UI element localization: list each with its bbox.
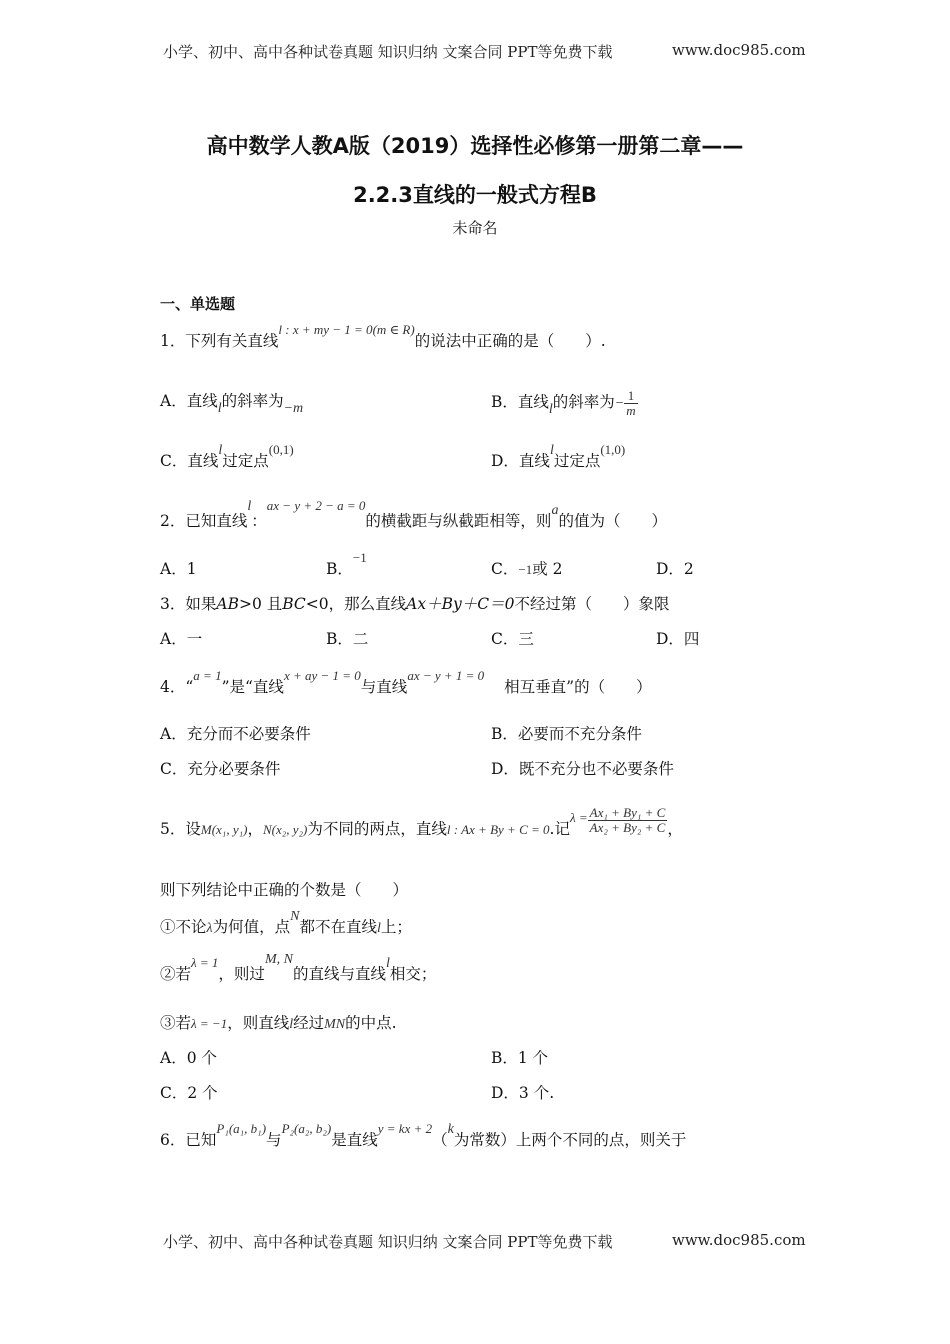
q2-option-a: A．1 (160, 560, 197, 578)
q1-b-fraction: $\frac{1}{m}$ (626, 388, 636, 418)
q1-option-b: B．直线l的斜率为− $\frac{1}{m}$ (491, 388, 636, 418)
header-website: www.doc985.com (672, 41, 806, 59)
question-3: 3．如果AB>0 且BC<0，那么直线Ax＋By＋C＝0不经过第（ ）象限 (160, 595, 670, 613)
q2-option-c: C．−1或 2 (491, 560, 563, 578)
q2-option-b: B．$^{-1}$ (326, 550, 367, 578)
q5-stem: 则下列结论中正确的个数是（ ） (160, 881, 409, 899)
q4-option-b: B．必要而不充分条件 (491, 725, 642, 743)
question-5: 5．设M(x₁, y₁)，N(x₂, y₂)为不同的两点，直线l : Ax + By + C = 0.记$^{\lambda =}$ $\frac{\text{Ax₁ + By₁ + C}}{\text{Ax₂ + By₂ + C}}$ ， (160, 805, 683, 839)
q4-option-d: D．既不充分也不必要条件 (491, 760, 674, 778)
q1-option-c: C．直线l过定点$^{(0,1)}$ (160, 442, 294, 470)
q5-option-d: D．3 个. (491, 1084, 555, 1102)
header-banner-text: 小学、初中、高中各种试卷真题 知识归纳 文案合同 PPT等免费下载 (163, 43, 613, 61)
q5-option-a: A．0 个 (160, 1049, 217, 1067)
q5-option-c: C．2 个 (160, 1084, 218, 1102)
title-line-1: 高中数学人教A版（2019）选择性必修第一册第二章—— (206, 134, 744, 158)
question-6: 6．已知$^{P_1(a_1, b_1)}$与$^{P_2(a_2, b_2)}$是直线$^{y = kx + 2}$（k为常数）上两个不同的点，则关于 (160, 1121, 687, 1149)
q1-option-d: D．直线l过定点$^{(1,0)}$ (491, 442, 626, 470)
q5-option-b: B．1 个 (491, 1049, 549, 1067)
q3-option-c: C．三 (491, 630, 534, 648)
q3-option-a: A．一 (160, 630, 203, 648)
q1-line-expr: l : x + my − 1 = 0 (278, 322, 373, 337)
q4-option-c: C．充分必要条件 (160, 760, 281, 778)
q5-lambda-fraction: $\frac{\text{Ax₁ + By₁ + C}}{\text{Ax₂ + By₂ + C}}$ (589, 805, 666, 835)
section-heading: 一、单选题 (160, 295, 236, 313)
q1-option-a: A．直线l的斜率为−m (160, 392, 304, 416)
q5-statement-1: ①不论λ为何值，点N都不在直线l上； (160, 909, 412, 936)
footer-website: www.doc985.com (672, 1231, 806, 1249)
footer-banner-text: 小学、初中、高中各种试卷真题 知识归纳 文案合同 PPT等免费下载 (163, 1233, 613, 1251)
question-2: 2．已知直线l：$^{ax - y + 2 - a = 0}$的横截距与纵截距相等，则a的值为（ ） (160, 498, 667, 530)
q5-statement-2: ②若$^{\lambda = 1}$，则过M, N的直线与直线l相交； (160, 952, 437, 983)
q2-line-expr: ax − y + 2 − a = 0 (266, 498, 366, 513)
q3-option-d: D．四 (656, 630, 700, 648)
title-line-2: 2.2.3直线的一般式方程B (353, 183, 597, 207)
q3-option-b: B．二 (326, 630, 369, 648)
question-4: 4．“$^{a = 1}$”是“直线$^{x + ay - 1 = 0}$与直线$^{ax - y + 1 = 0}$相互垂直”的（ ） (160, 668, 652, 696)
question-1: 1．下列有关直线$^{l : x + my - 1 = 0(m \in R)}$的说法中正确的是（ ）. (160, 322, 606, 350)
q4-option-a: A．充分而不必要条件 (160, 725, 311, 743)
author-label: 未命名 (452, 219, 498, 237)
q5-statement-3: ③若λ = −1，则直线l经过MN的中点. (160, 1014, 397, 1032)
q2-option-d: D．2 (656, 560, 694, 578)
q1-condition: m ∈ R (376, 322, 411, 337)
